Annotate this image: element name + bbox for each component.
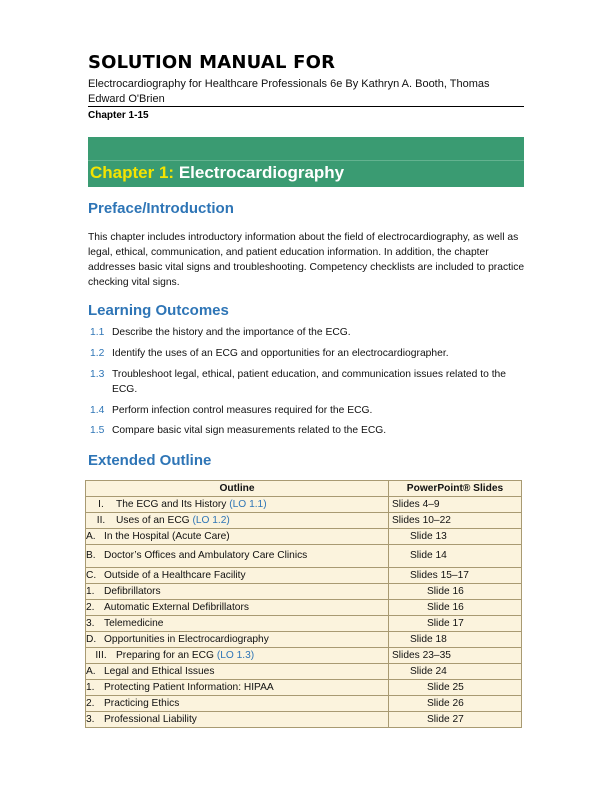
outcome-number: 1.5 [90, 425, 105, 436]
outline-cell [86, 632, 389, 648]
slides-cell: Slides 4–9 [389, 497, 522, 513]
slides-cell: Slide 16 [389, 584, 522, 600]
table-row [86, 545, 522, 568]
outline-cell [86, 680, 389, 696]
outline-text: In the Hospital (Acute Care) [104, 530, 230, 542]
table-header-row [86, 481, 522, 497]
slides-cell: Slide 26 [389, 696, 522, 712]
lo-link[interactable]: (LO 1.2) [192, 514, 230, 526]
table-row [86, 513, 522, 529]
chapter-title: Electrocardiography [178, 163, 345, 182]
outline-cell [86, 696, 389, 712]
table-row [86, 616, 522, 632]
extended-outline-heading: Extended Outline [88, 452, 212, 469]
outcome-text: Perform infection control measures required for the ECG. [112, 405, 373, 416]
slides-cell: Slides 10–22 [389, 513, 522, 529]
outcome-text: Describe the history and the importance of the ECG. [112, 327, 351, 338]
preface-heading: Preface/Introduction [88, 200, 234, 217]
outline-marker: C. [86, 569, 97, 581]
outline-text: Telemedicine [104, 617, 164, 629]
outline-cell [86, 529, 389, 545]
table-row [86, 696, 522, 712]
preface-body: This chapter includes introductory information about the field of electrocardiography, as well as legal, ethical, communication, and patient education information. In addition, the chapter addresses basic vital signs and troubleshooting. Competency checklists are included to practice checking vital signs. [88, 232, 525, 288]
lo-link[interactable]: (LO 1.1) [229, 498, 267, 510]
learning-outcome-item [88, 368, 528, 398]
outline-cell [86, 712, 389, 728]
outline-marker: A. [86, 530, 96, 542]
slides-cell: Slide 13 [389, 529, 522, 545]
header-rule [88, 106, 524, 107]
column-header-slides: PowerPoint® Slides [389, 481, 522, 497]
outline-text: Protecting Patient Information: HIPAA [104, 681, 274, 693]
outline-marker: A. [86, 665, 96, 677]
learning-outcome-item [88, 404, 528, 419]
outcome-text: Compare basic vital sign measurements related to the ECG. [112, 425, 387, 436]
slides-cell: Slide 14 [389, 545, 522, 568]
table-row [86, 584, 522, 600]
column-header-outline: Outline [86, 481, 389, 497]
outline-text: Opportunities in Electrocardiography [104, 633, 269, 645]
learning-outcome-item [88, 347, 528, 362]
outline-marker: I. [98, 498, 104, 510]
outline-marker: 1. [86, 585, 95, 597]
outline-cell [86, 600, 389, 616]
book-subtitle: Electrocardiography for Healthcare Professionals 6e By Kathryn A. Booth, Thomas Edward O'Brien [88, 78, 490, 105]
outline-marker: D. [86, 633, 97, 645]
slides-cell: Slide 16 [389, 600, 522, 616]
outline-text: Defibrillators [104, 585, 161, 597]
outcome-number: 1.2 [90, 348, 105, 359]
table-row [86, 712, 522, 728]
table-row [86, 680, 522, 696]
outline-cell [86, 648, 389, 664]
outline-marker: 3. [86, 713, 95, 725]
slides-cell: Slide 25 [389, 680, 522, 696]
outcome-text: Troubleshoot legal, ethical, patient education, and communication issues related to the ECG. [112, 369, 507, 395]
outline-marker: II. [96, 514, 106, 526]
chapter-heading [90, 163, 344, 183]
slides-cell: Slides 15–17 [389, 568, 522, 584]
outline-marker: 1. [86, 681, 95, 693]
outline-marker: 3. [86, 617, 95, 629]
table-row [86, 632, 522, 648]
outcome-number: 1.1 [90, 327, 105, 338]
lo-link[interactable]: (LO 1.3) [216, 649, 255, 661]
outline-cell [86, 664, 389, 680]
outline-cell [86, 584, 389, 600]
outline-text: Doctor’s Offices and Ambulatory Care Clinics [104, 550, 308, 561]
outline-cell [86, 497, 389, 513]
outline-marker: 2. [86, 697, 95, 709]
table-row [86, 600, 522, 616]
outline-text: Outside of a Healthcare Facility [104, 569, 246, 581]
outline-text: Legal and Ethical Issues [104, 665, 215, 677]
manual-title: SOLUTION MANUAL FOR [88, 52, 336, 73]
outcome-text: Identify the uses of an ECG and opportunities for an electrocardiographer. [112, 348, 449, 359]
learning-outcome-item [88, 424, 528, 439]
table-row [86, 529, 522, 545]
outline-text: Automatic External Defibrillators [104, 601, 249, 613]
outline-cell [86, 568, 389, 584]
learning-outcome-item [88, 326, 528, 341]
outline-table [85, 480, 522, 728]
table-row [86, 497, 522, 513]
outcome-number: 1.3 [90, 369, 105, 380]
outline-text: Preparing for an ECG [116, 649, 214, 661]
slides-cell: Slide 17 [389, 616, 522, 632]
slides-cell: Slide 27 [389, 712, 522, 728]
chapter-number: Chapter 1: [90, 163, 175, 182]
table-row [86, 648, 522, 664]
chapter-range: Chapter 1-15 [88, 110, 149, 121]
outline-cell [86, 545, 389, 568]
outline-text: The ECG and Its History [116, 498, 227, 510]
outline-text: Uses of an ECG [116, 514, 190, 526]
table-row [86, 664, 522, 680]
outline-cell [86, 513, 389, 529]
chapter-banner [88, 137, 524, 187]
slides-cell: Slides 23–35 [389, 648, 522, 664]
outline-text: Professional Liability [104, 713, 197, 725]
banner-divider [88, 160, 524, 161]
learning-outcomes-heading: Learning Outcomes [88, 302, 229, 319]
table-row [86, 568, 522, 584]
outcome-number: 1.4 [90, 405, 105, 416]
outline-marker: B. [86, 550, 96, 561]
outline-marker: 2. [86, 601, 95, 613]
slides-cell: Slide 18 [389, 632, 522, 648]
outline-marker: III. [95, 649, 107, 661]
slides-cell: Slide 24 [389, 664, 522, 680]
outline-cell [86, 616, 389, 632]
outline-text: Practicing Ethics [104, 697, 180, 709]
